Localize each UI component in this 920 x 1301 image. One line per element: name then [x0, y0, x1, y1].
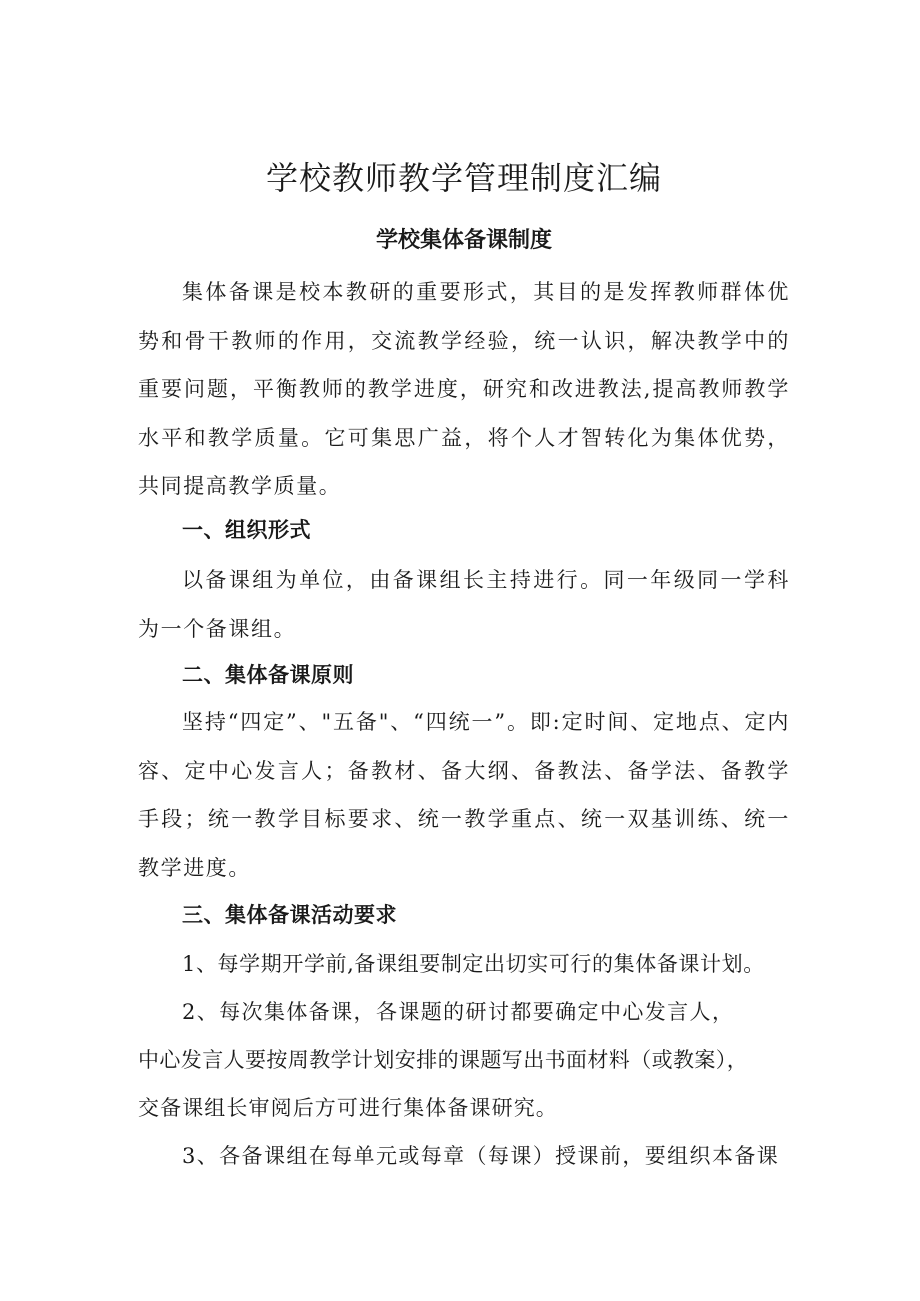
section-2-paragraph: 坚持“四定”、"五备"、“四统一”。即:定时间、定地点、定内容、定中心发言人；备教材、备大纲、备教法、备学法、备教学手段；统一教学目标要求、统一教学重点、统一双基训练、统一教学进度。: [138, 710, 790, 880]
section-1-paragraph: 以备课组为单位，由备课组长主持进行。同一年级同一学科为一个备课组。: [138, 568, 790, 641]
section-3-item-3: 3、各备课组在每单元或每章（每课）授课前，要组织本备课: [182, 1144, 780, 1168]
intro-paragraph: 集体备课是校本教研的重要形式，其目的是发挥教师群体优势和骨干教师的作用，交流教学经验，统一认识，解决教学中的重要问题，平衡教师的教学进度，研究和改进教法,提高教师教学水平和教学质量。它可集思广益，将个人才智转化为集体优势，共同提高教学质量。: [138, 280, 790, 498]
section-3-heading: 三、集体备课活动要求: [182, 903, 397, 927]
section-2-heading: 二、集体备课原则: [182, 663, 354, 687]
section-3-item-2-line-3: 交备课组长审阅后方可进行集体备课研究。: [138, 1096, 558, 1120]
document-title: 学校教师教学管理制度汇编: [265, 159, 662, 197]
section-3-item-2-line-1: 2、每次集体备课，各课题的研讨都要确定中心发言人，: [182, 1000, 735, 1024]
section-3-item-2-line-2: 中心发言人要按周教学计划安排的课题写出书面材料（或教案），: [138, 1048, 749, 1072]
section-1-heading: 一、组织形式: [182, 518, 311, 542]
document-subtitle: 学校集体备课制度: [375, 228, 552, 253]
section-3-item-1: 1、每学期开学前,备课组要制定出切实可行的集体备课计划。: [182, 952, 765, 976]
